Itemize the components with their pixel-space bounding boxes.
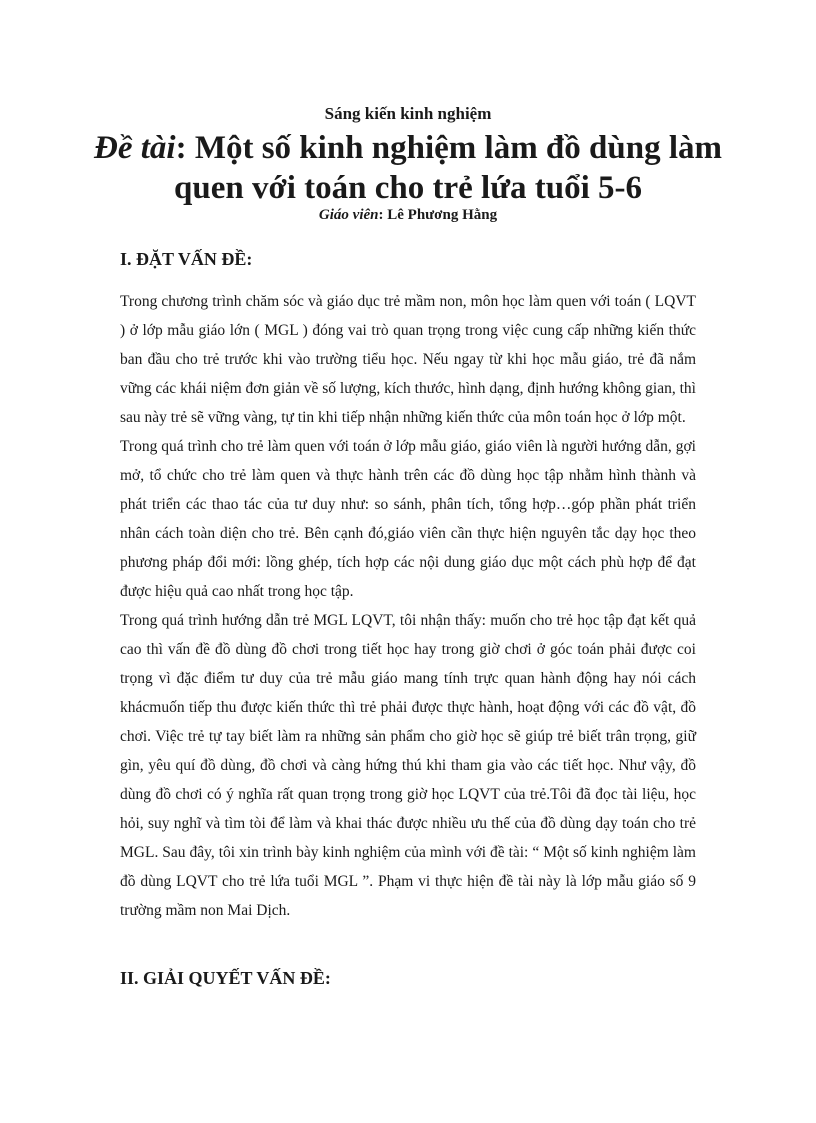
author-name: Lê Phương Hằng [387, 207, 498, 223]
author-separator: : [378, 207, 388, 223]
document-subtitle: Sáng kiến kinh nghiệm [324, 104, 492, 123]
body-paragraph-2: Trong quá trình cho trẻ làm quen với toán ở lớp mẫu giáo, giáo viên là người hướng dẫn, gợi mở, tổ chức cho trẻ làm quen và thực hành trên các đồ dùng học tập nhằm hình thành và phát triển các thao tác của tư duy như: so sánh, phân tích, tổng hợp…góp phần phát triển nhân cách toàn diện cho trẻ. Bên cạnh đó,giáo viên cần thực hiện nguyên tắc dạy học theo phương pháp đổi mới: lồng ghép, tích hợp các nội dung giáo dục một cách phù hợp để đạt được hiệu quả cao nhất trong học tập. [120, 438, 696, 600]
title-separator: : [175, 130, 195, 166]
section-heading-1: I. ĐẶT VẤN ĐỀ: [120, 249, 253, 269]
document-title [60, 128, 756, 208]
body-paragraph-3: Trong quá trình hướng dẫn trẻ MGL LQVT, tôi nhận thấy: muốn cho trẻ học tập đạt kết quả cao thì vấn đề đồ dùng đồ chơi trong tiết học hay trong giờ chơi ở góc toán phải được coi trọng vì đặc điểm tư duy của trẻ mẫu giáo mang tính trực quan hành động hay nói cách khácmuốn tiếp thu được kiến thức thì trẻ phải được thực hành, hoạt động với các đồ vật, đồ chơi. Việc trẻ tự tay biết làm ra những sản phẩm cho giờ học sẽ giúp trẻ biết trân trọng, giữ gìn, yêu quí đồ dùng, đồ chơi và càng hứng thú khi tham gia vào các tiết học. Như vậy, đồ dùng đồ chơi có ý nghĩa rất quan trọng trong giờ học LQVT của trẻ.Tôi đã đọc tài liệu, học hỏi, suy nghĩ và tìm tòi để làm và khai thác được nhiều ưu thế của đồ dùng dạy toán cho trẻ MGL. Sau đây, tôi xin trình bày kinh nghiệm của mình với đề tài: “ Một số kinh nghiệm làm đồ dùng LQVT cho trẻ lứa tuổi MGL ”. Phạm vi thực hiện đề tài này là lớp mẫu giáo số 9 trường mầm non Mai Dịch. [120, 612, 696, 919]
section-body-1 [120, 287, 696, 925]
author-line [0, 207, 816, 224]
section-heading-2: II. GIẢI QUYẾT VẤN ĐỀ: [120, 968, 331, 988]
title-text: Một số kinh nghiệm làm đồ dùng làm quen với toán cho trẻ lứa tuổi 5-6 [174, 130, 723, 206]
title-lead: Đề tài [93, 130, 176, 166]
author-role: Giáo viên [318, 207, 379, 223]
body-paragraph-1: Trong chương trình chăm sóc và giáo dục trẻ mầm non, môn học làm quen với toán ( LQVT ) ở lớp mẫu giáo lớn ( MGL ) đóng vai trò quan trọng trong việc cung cấp những kiến thức ban đầu cho trẻ trước khi vào trường tiểu học. Nếu ngay từ khi học mẫu giáo, trẻ đã nắm vững các khái niệm đơn giản về số lượng, kích thước, hình dạng, định hướng không gian, thì sau này trẻ sẽ vững vàng, tự tin khi tiếp nhận những kiến thức của môn toán học ở lớp một. [120, 293, 696, 426]
